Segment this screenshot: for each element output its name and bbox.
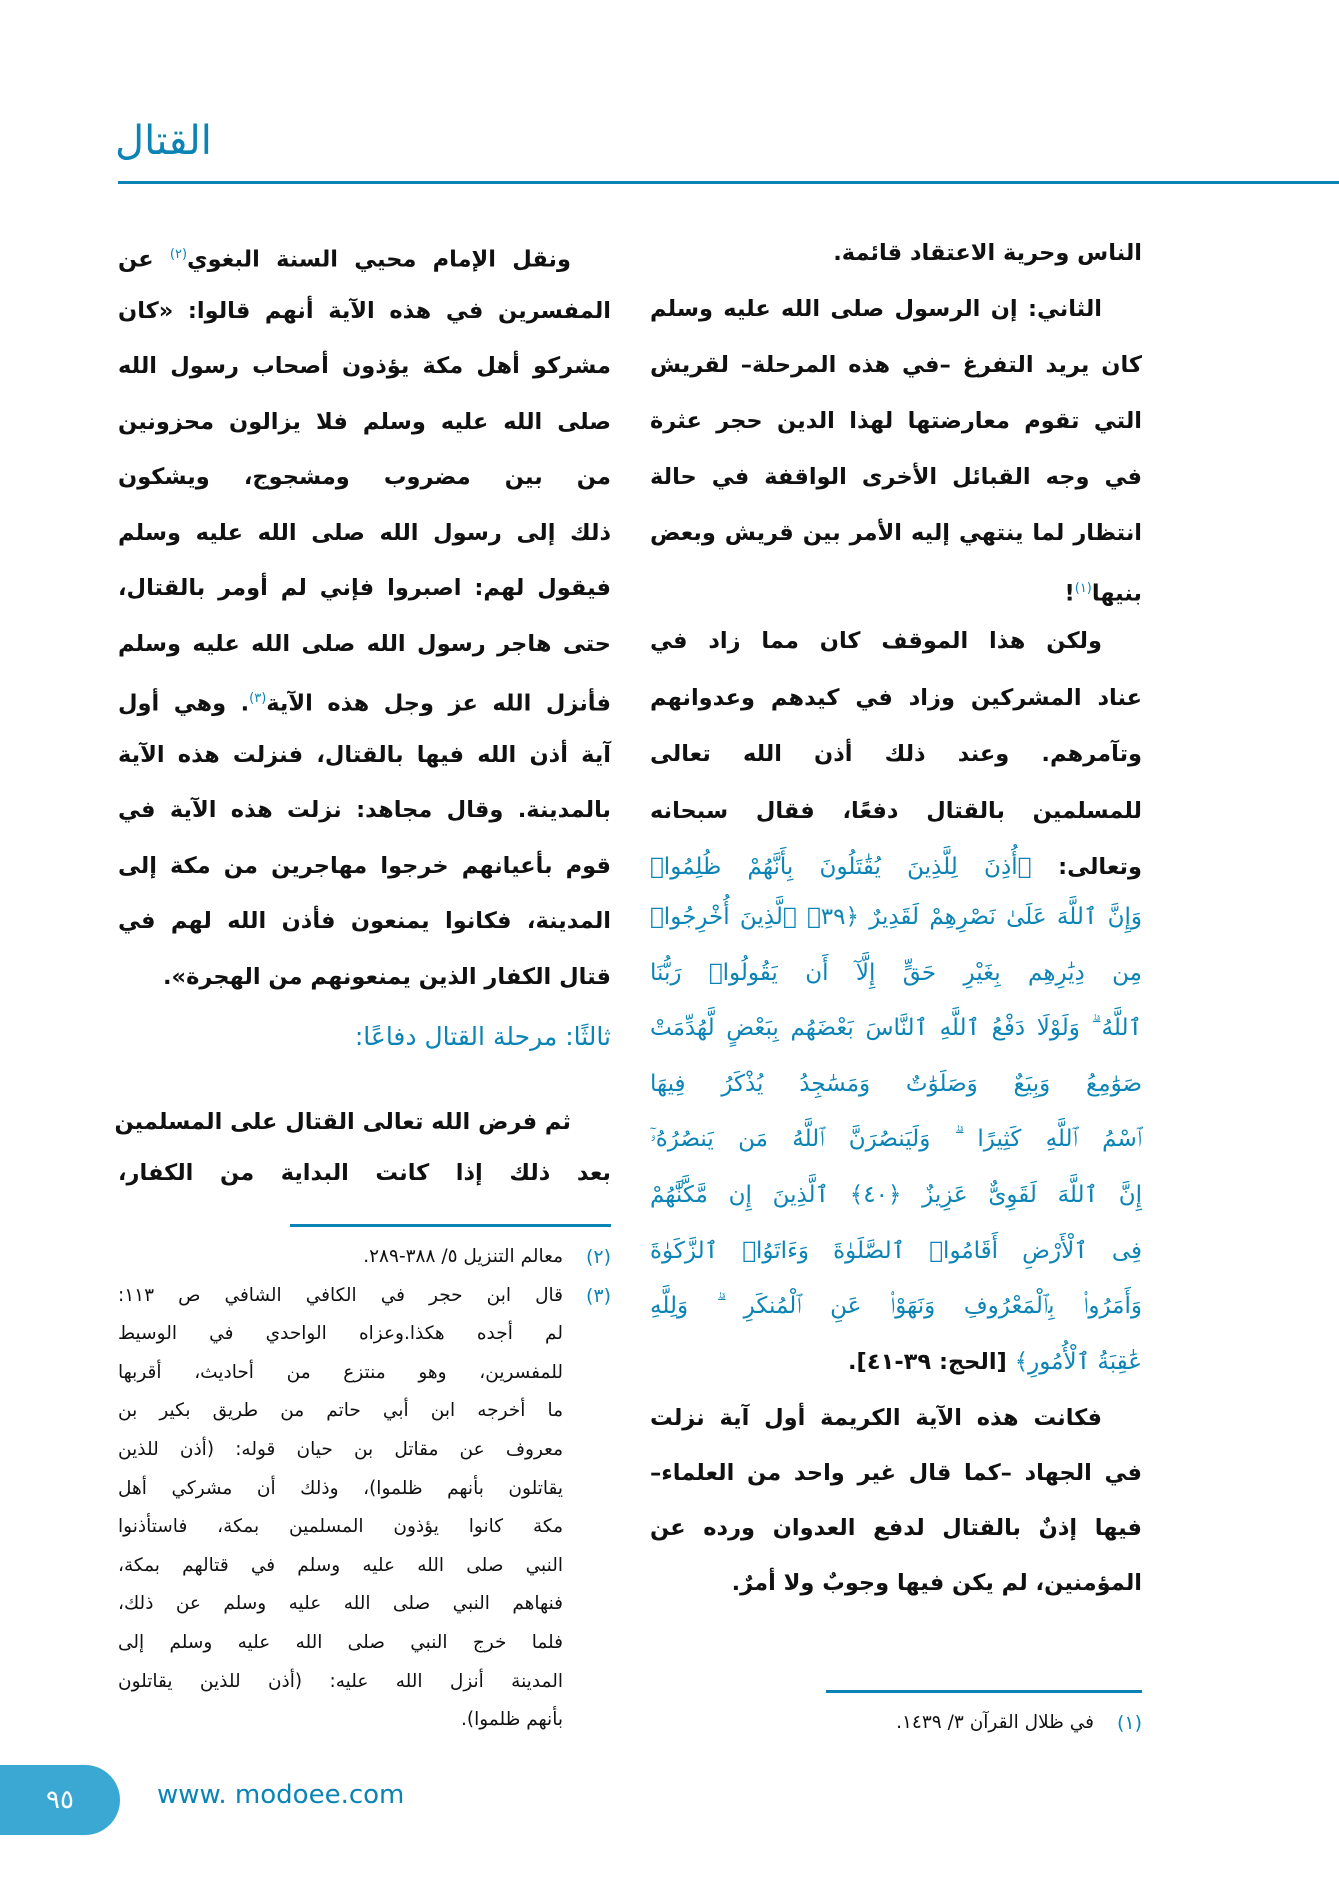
quran-verse: ﴿أُذِنَ لِلَّذِينَ يُقَٰتَلُونَ بِأَنَّهُمْ ظُلِمُوا۟ [650,854,1032,880]
text-line [650,564,1142,614]
text-line [650,284,1142,334]
text-line [650,1059,1142,1109]
quran-verse: وَأَمَرُوا۟ بِٱلْمَعْرُوفِ وَنَهَوْا۟ عَنِ ٱلْمُنكَرِ ۗ وَلِلَّهِ [650,1293,1142,1320]
footnote-line: معروف عن مقاتل بن حيان قوله: (أذن للذين [118,1438,563,1460]
footnote-ref: (٣) [249,691,267,706]
footnote-line: ما أخرجه ابن أبي حاتم من طريق بكير بن [118,1400,563,1422]
text-segment: كان يريد التفرغ –في هذه المرحلة– لقريش [650,352,1142,378]
text-line [118,508,611,558]
text-line [650,616,1142,666]
quran-verse: مِن دِيَٰرِهِم بِغَيْرِ حَقٍّ إِلَّآ أَن يَقُولُوا۟ رَبُّنَا [650,959,1142,986]
text-segment: بعد ذلك إذا كانت البداية من الكفار، [118,1160,611,1186]
text-line [650,340,1142,390]
text-line [650,673,1142,723]
text-segment: فكانت هذه الآية الكريمة أول آية نزلت [650,1405,1102,1431]
text-line [650,892,1142,942]
footnote-line: النبي صلى الله عليه وسلم في قتالهم بمكة، [118,1554,563,1576]
text-line [118,619,611,669]
text-segment: الثاني: إن الرسول صلى الله عليه وسلم [650,296,1102,322]
text-segment: في وجه القبائل الأخرى الواقفة في حالة [650,464,1142,490]
text-segment: آية أذن الله فيها بالقتال، فنزلت هذه الآية [118,741,611,768]
text-line [650,508,1142,558]
text-segment: للمسلمين بالقتال دفعًا، فقال سبحانه [650,797,1142,824]
quran-verse: عَٰقِبَةُ ٱلْأُمُورِ﴾ [1014,1348,1142,1375]
text-line [650,786,1142,836]
text-segment: ولكن هذا الموقف كان مما زاد في [650,628,1102,654]
text-segment: صلى الله عليه وسلم فلا يزالون محزونين [118,408,611,435]
quran-verse: وَإِنَّ ٱللَّهَ عَلَىٰ نَصْرِهِمْ لَقَدِيرٌ ﴿٣٩﴾ ٱلَّذِينَ أُخْرِجُوا۟ [650,904,1142,930]
text-line [118,952,611,1002]
text-line [650,1281,1142,1331]
section-heading: ثالثًا: مرحلة القتال دفاعًا: [354,1022,611,1051]
text-line [118,230,611,280]
footnote-ref: (١) [1074,581,1092,596]
text-line [650,228,1142,278]
text-line [650,396,1142,446]
footnote-line: فنهاهم النبي صلى الله عليه وسلم عن ذلك، [118,1593,563,1615]
text-line [650,1226,1142,1276]
footnote-number: (٢) [585,1246,611,1268]
text-segment: ذلك إلى رسول الله صلى الله عليه وسلم [118,519,611,546]
footnote-line: فلما خرج النبي صلى الله عليه وسلم إلى [118,1631,563,1653]
text-line [650,1558,1142,1608]
text-line [118,397,611,447]
text-segment: فيها إذنٌ بالقتال لدفع العدوان ورده عن [650,1515,1142,1541]
footnote-line: في ظلال القرآن ٣/ ١٤٣٩. [896,1712,1094,1733]
text-segment: عناد المشركين وزاد في كيدهم وعدوانهم [650,684,1142,711]
quran-verse: ٱللَّهُ ۗ وَلَوْلَا دَفْعُ ٱللَّهِ ٱلنَّاسَ بَعْضَهُم بِبَعْضٍ لَّهُدِّمَتْ [650,1015,1142,1042]
text-line [118,341,611,391]
text-segment: قوم بأعيانهم خرجوا مهاجرين من مكة إلى [118,852,611,879]
footnote-line: لم أجده هكذا.وعزاه الواحدي في الوسيط [118,1323,563,1345]
footnote-line: المدينة أنزل الله عليه: (أذن للذين يقاتلون [118,1670,563,1692]
text-segment: . وهي أول [118,690,250,717]
text-segment: فيقول لهم: اصبروا فإني لم أومر بالقتال، [118,575,611,601]
text-line [650,1503,1142,1553]
text-segment: حتى هاجر رسول الله صلى الله عليه وسلم [118,630,611,657]
text-segment: وتعالى: [1031,854,1142,880]
text-line [118,841,611,891]
text-line [650,1337,1142,1387]
text-line [650,452,1142,502]
footnote [118,1238,563,1277]
footnote [118,1277,563,1740]
quran-verse: ٱسْمُ ٱللَّهِ كَثِيرًا ۗ وَلَيَنصُرَنَّ ٱللَّهُ مَن يَنصُرُهُۥٓ [650,1126,1142,1153]
website-link[interactable]: www. modoee.com [157,1780,405,1810]
text-segment: الناس وحرية الاعتقاد قائمة. [833,240,1142,266]
footnote-line: يقاتلون بأنهم ظلموا)، وذلك أن مشركي أهل [118,1477,563,1499]
text-segment: مشركو أهل مكة يؤذون أصحاب رسول الله [118,353,611,379]
footnote-divider [290,1224,611,1227]
quran-verse: فِى ٱلْأَرْضِ أَقَامُوا۟ ٱلصَّلَوٰةَ وَءَاتَوُا۟ ٱلزَّكَوٰةَ [650,1237,1142,1264]
text-line [118,785,611,835]
footnote [694,1704,1094,1743]
text-line [118,674,611,724]
quran-verse: إِنَّ ٱللَّهَ لَقَوِىٌّ عَزِيزٌ ﴿٤٠﴾ ٱلَّذِينَ إِن مَّكَّنَّٰهُمْ [650,1182,1143,1208]
text-line [118,1148,611,1198]
text-segment: عن [118,246,170,273]
text-line [650,842,1142,892]
text-line [650,948,1142,998]
footnote-line: للمفسرين، وهو منتزع من أحاديث، أقربها [118,1361,563,1383]
footnote-line: معالم التنزيل ٥/ ٣٨٨-٢٨٩. [363,1246,563,1267]
text-line [114,1097,611,1147]
text-segment: المفسرين في هذه الآية أنهم قالوا: «كان [118,297,611,324]
text-segment: [الحج: ٣٩-٤١]. [848,1348,1015,1375]
text-segment: المدينة، فكانوا يمنعون فأذن الله لهم في [118,908,611,934]
text-line [650,1393,1142,1443]
text-segment: المؤمنين، لم يكن فيها وجوبٌ ولا أمرٌ. [731,1570,1142,1596]
text-line [650,1448,1142,1498]
text-segment: انتظار لما ينتهي إليه الأمر بين قريش وبعض [650,520,1142,546]
footnote-ref: (٢) [169,247,188,262]
right-column [650,0,1142,1760]
text-segment: ثم فرض الله تعالى القتال على المسلمين [114,1109,571,1135]
footnote-line: بأنهم ظلموا). [461,1709,563,1731]
text-line [118,286,611,336]
text-segment: ونقل الإمام محيي السنة البغوي [187,246,571,273]
text-line [118,452,611,502]
text-segment: من بين مضروب ومشجوج، ويشكون [118,464,611,490]
text-line [650,1114,1142,1164]
footnote-divider [826,1690,1142,1693]
text-segment: بالمدينة. وقال مجاهد: نزلت هذه الآية في [118,797,611,823]
text-segment: بنيها [1091,580,1142,607]
page-number: ٩٥ [0,1765,120,1835]
quran-verse: صَوَٰمِعُ وَبِيَعٌ وَصَلَوَٰتٌ وَمَسَٰجِدُ يُذْكَرُ فِيهَا [650,1070,1142,1097]
footnote-line: قال ابن حجر في الكافي الشافي ص ١١٣: [118,1284,563,1306]
text-line [118,730,611,780]
text-segment: ! [1064,580,1075,607]
text-segment: فأنزل الله عز وجل هذه الآية [266,690,611,717]
text-segment: قتال الكفار الذين يمنعونهم من الهجرة». [163,963,611,990]
text-segment: وتآمرهم. وعند ذلك أذن الله تعالى [650,741,1142,767]
text-line [650,1003,1142,1053]
text-line [118,563,611,613]
text-line [650,729,1142,779]
text-line [118,896,611,946]
text-segment: التي تقوم معارضتها لهذا الدين حجر عثرة [650,408,1142,434]
text-line [650,1170,1142,1220]
text-segment: في الجهاد –كما قال غير واحد من العلماء– [650,1460,1142,1486]
footnote-number: (٣) [585,1284,611,1307]
footnote-line: مكة كانوا يؤذون المسلمين بمكة، فاستأذنوا [118,1516,563,1538]
chapter-title: القتال [115,118,212,164]
footnote-number: (١) [1116,1712,1142,1734]
